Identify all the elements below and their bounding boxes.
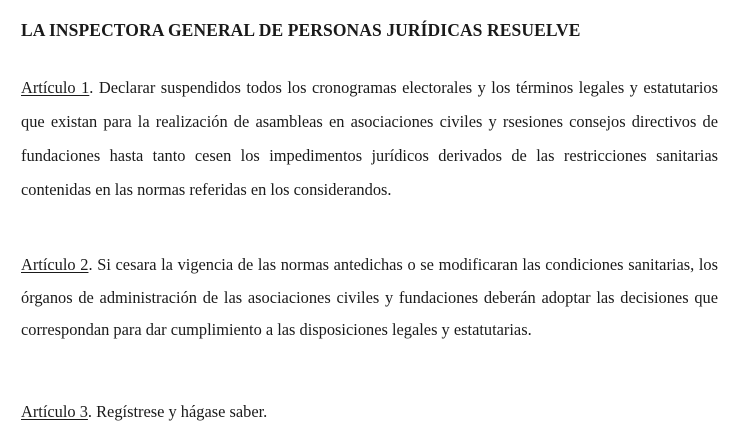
article-2-label: Artículo 2 [21,255,89,274]
resolution-heading: LA INSPECTORA GENERAL DE PERSONAS JURÍDICAS RESUELVE [21,20,581,40]
article-3-label: Artículo 3 [21,402,88,421]
article-1-text: . Declarar suspendidos todos los cronogramas electorales y los términos legales y estatutarios que existan para la realización de asambleas en asociaciones civiles y rsesiones consejos directivos de fundaciones hasta tanto cesen los impedimentos jurídicos derivados de las restricciones sanitarias contenidas en las normas referidas en los considerandos. [21,78,718,199]
article-2 [21,249,718,347]
article-1-label: Artículo 1 [21,78,90,97]
article-1 [21,71,718,207]
article-3 [21,395,718,429]
article-2-text: . Si cesara la vigencia de las normas antedichas o se modificaran las condiciones sanitarias, los órganos de administración de las asociaciones civiles y fundaciones deberán adoptar las decisiones que correspondan para dar cumplimiento a las disposiciones legales y estatutarias. [21,255,718,339]
article-3-text: . Regístrese y hágase saber. [87,402,268,421]
